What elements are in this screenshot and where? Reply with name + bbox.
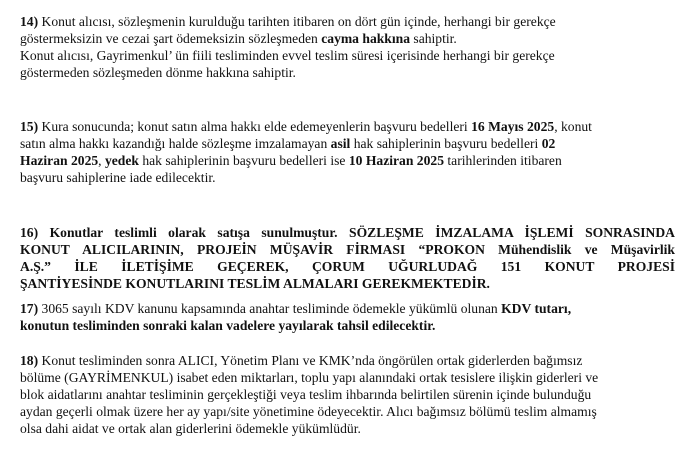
clause-15-number: 15) [20,119,39,134]
clause-18-line-1: 18) Konut tesliminden sonra ALICI, Yönetim Planı ve KMK’nda öngörülen ortak giderlerden bağımsız [20,353,583,368]
clause-18-line-2: bölüme (GAYRİMENKUL) isabet eden miktarları, toplu yapı alanındaki ortak tesislere ilişkin giderleri ve [20,370,599,385]
clause-17-number: 17) [20,301,39,316]
kdv-emphasis: KDV tutarı, [501,301,572,316]
cayma-hakki-emphasis: cayma hakkına [321,31,410,46]
clause-18-line-5: olsa dahi aidat ve ortak alan giderlerini ödemekle yükümlüdür. [20,421,361,436]
clause-14-line-4: göstermeden sözleşmeden dönme hakkına sahiptir. [20,65,296,80]
clause-15-line-2: satın alma hakkı kazandığı halde sözleşme imzalamayan asil hak sahiplerinin başvuru bedelleri 02 [20,136,556,151]
clause-18-line-3: blok aidatlarını anahtar tesliminin gerçekleştiği veya teslim ihbarında belirtilen sürenin içinde bulunduğu [20,387,592,402]
clause-14-line-2: göstermeksizin ve cezai şart ödemeksizin sözleşmeden cayma hakkına sahiptir. [20,31,457,46]
clause-14-number: 14) [20,14,39,29]
clause-14-line-1: 14) Konut alıcısı, sözleşmenin kurulduğu tarihten itibaren on dört gün içinde, herhangi bir gerekçe [20,14,556,29]
clause-14-line-3: Konut alıcısı, Gayrimenkul’ ün fiili tesliminden evvel teslim süresi içerisinde herhangi bir gerekçe [20,48,555,63]
clause-15-line-1: 15) Kura sonucunda; konut satın alma hakkı elde edemeyenlerin başvuru bedelleri 16 Mayıs 2025, konut [20,119,592,134]
clause-17-line-1: 17) 3065 sayılı KDV kanunu kapsamında anahtar tesliminde ödemekle yükümlü olunan KDV tutarı, [20,301,572,316]
clause-16-line-2: KONUT ALICILARININ, PROJEİN MÜŞAVİR FİRMASI “PROKON Mühendislik ve Müşavirlik [20,242,675,257]
clause-16-line-3: A.Ş.” İLE İLETİŞİME GEÇEREK, ÇORUM UĞURLUDAĞ 151 KONUT PROJESİ [20,259,675,274]
clause-18-line-4: aydan geçerli olmak üzere her ay yapı/site yönetimine ödeyecektir. Alıcı bağımsız bölümü teslim almamış [20,404,597,419]
clause-17-line-2: konutun tesliminden sonraki kalan vadelere yayılarak tahsil edilecektir. [20,318,436,333]
clause-16-line-1: 16) Konutlar teslimli olarak satışa sunulmuştur. SÖZLEŞME İMZALAMA İŞLEMİ SONRASINDA [20,225,675,240]
clause-18-number: 18) [20,353,39,368]
clause-15-line-4: başvuru sahiplerine iade edilecektir. [20,170,216,185]
clause-15-line-3: Haziran 2025, yedek hak sahiplerinin başvuru bedelleri ise 10 Haziran 2025 tarihlerinden itibaren [20,153,562,168]
clause-16-line-4: ŞANTİYESİNDE KONUTLARINI TESLİM ALMALARI GEREKMEKTEDİR. [20,276,490,291]
